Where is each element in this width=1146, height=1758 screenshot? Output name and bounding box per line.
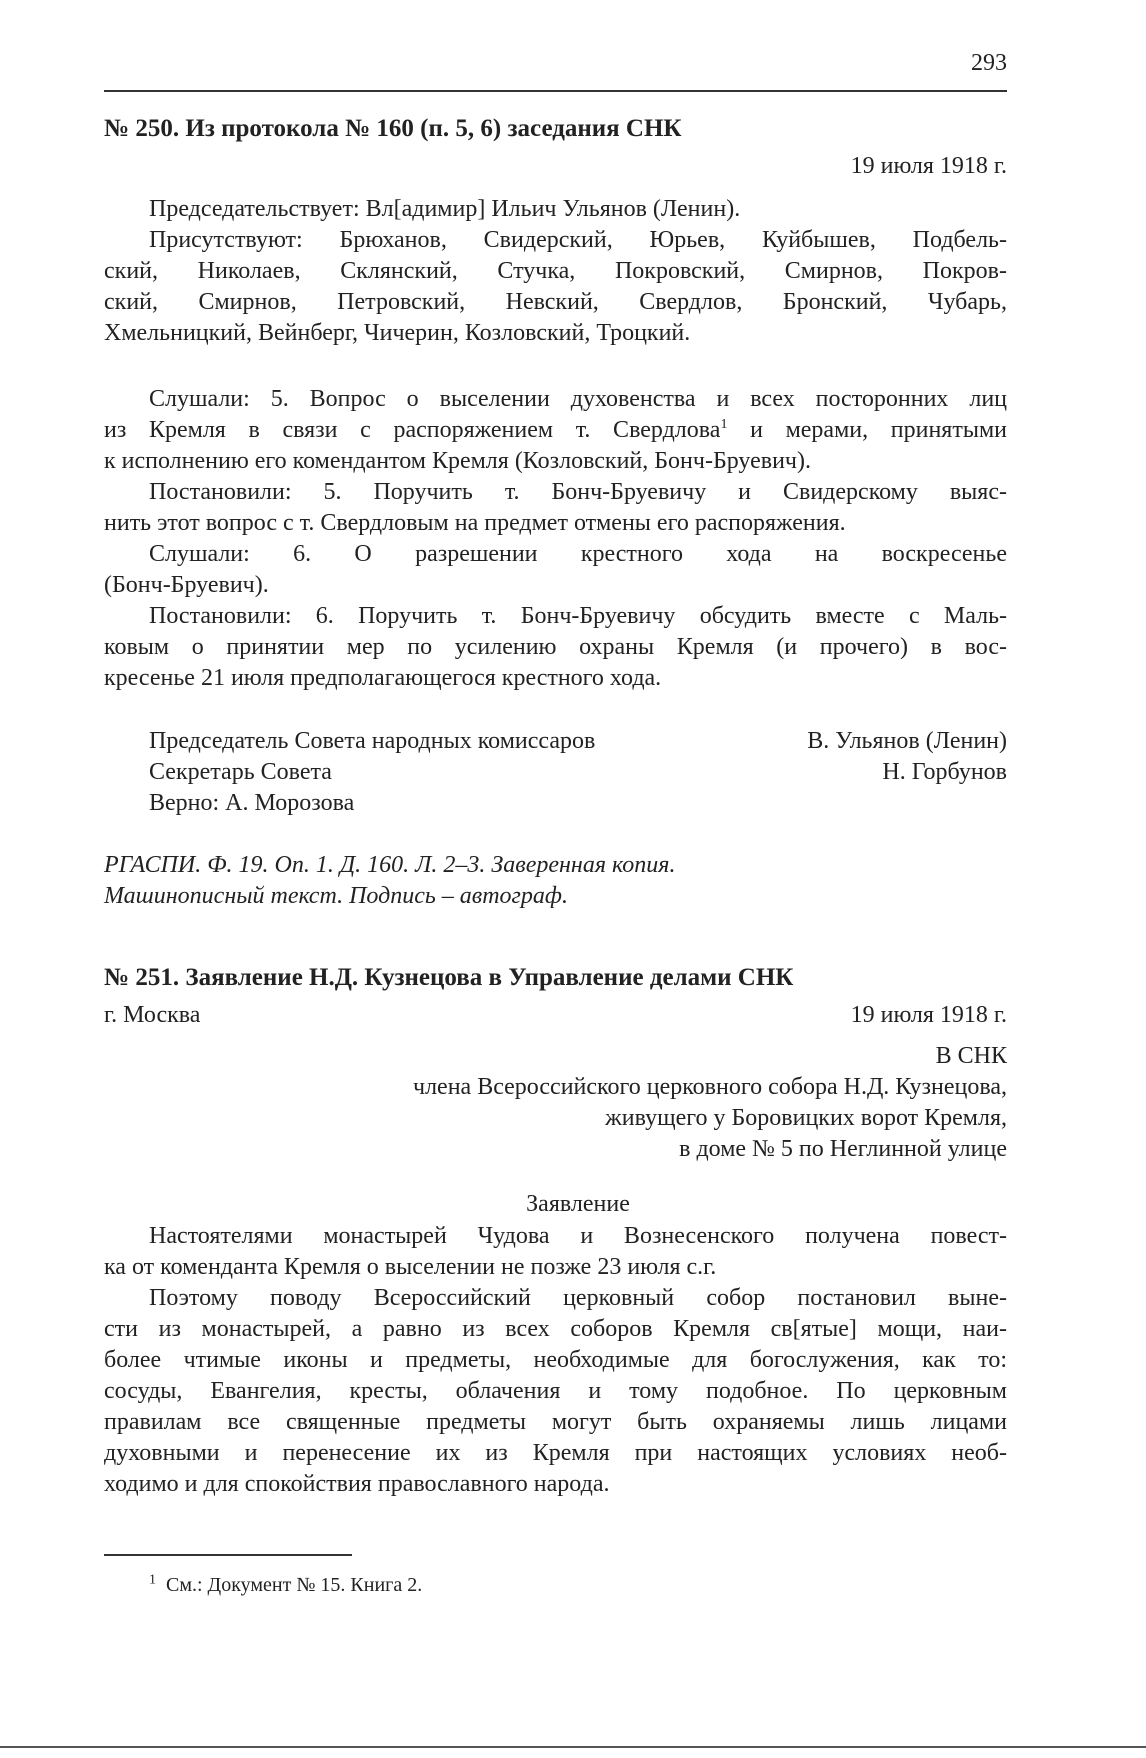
doc251-heading: Заявление bbox=[526, 1191, 630, 1217]
address-line: в доме № 5 по Неглинной улице bbox=[679, 1136, 1007, 1162]
text-line: Поэтому поводу Всероссийский церковный собор постановил выне- bbox=[149, 1285, 1007, 1311]
footnote bbox=[149, 1570, 422, 1601]
page-bottom-edge bbox=[0, 1746, 1146, 1748]
text-line: Постановили: 5. Поручить т. Бонч-Бруевичу и Свидерскому выяс- bbox=[149, 479, 1007, 505]
text-line: духовными и перенесение их из Кремля при настоящих условиях необ- bbox=[104, 1440, 1007, 1466]
text-line: Председательствует: Вл[адимир] Ильич Ульянов (Ленин). bbox=[149, 196, 741, 222]
doc250-signatures bbox=[104, 726, 1007, 819]
text-line: ский, Смирнов, Петровский, Невский, Свердлов, Бронский, Чубарь, bbox=[104, 289, 1007, 315]
doc251-place: г. Москва bbox=[104, 1002, 201, 1028]
doc250-body bbox=[104, 384, 1007, 694]
doc251-body bbox=[104, 1221, 1007, 1500]
text-line: ходимо и для спокойствия православного народа. bbox=[104, 1471, 610, 1497]
signature-row bbox=[104, 788, 1007, 819]
signature-name: В. Ульянов (Ленин) bbox=[807, 728, 1007, 754]
footnote-ref: 1 bbox=[720, 417, 728, 432]
text-line: нить этот вопрос с т. Свердловым на предмет отмены его распоряжения. bbox=[104, 510, 846, 536]
address-line: В СНК bbox=[935, 1043, 1007, 1069]
address-line: живущего у Боровицких ворот Кремля, bbox=[605, 1105, 1007, 1131]
text-line: Хмельницкий, Вейнберг, Чичерин, Козловский, Троцкий. bbox=[104, 320, 691, 346]
header-rule bbox=[104, 90, 1007, 92]
text-line: Присутствуют: Брюханов, Свидерский, Юрьев, Куйбышев, Подбель- bbox=[149, 227, 1007, 253]
doc251-place-date bbox=[104, 1000, 1007, 1031]
text-line: более чтимые иконы и предметы, необходимые для богослужения, как то: bbox=[104, 1347, 1007, 1373]
doc250-title: № 250. Из протокола № 160 (п. 5, 6) заседания СНК bbox=[104, 115, 682, 142]
doc251-address bbox=[104, 1041, 1007, 1165]
text-line: (Бонч-Бруевич). bbox=[104, 572, 269, 598]
text-line: Слушали: 6. О разрешении крестного хода на воскресенье bbox=[149, 541, 1007, 567]
text-line: Настоятелями монастырей Чудова и Вознесенского получена повест- bbox=[149, 1223, 1007, 1249]
footnote-rule bbox=[104, 1554, 352, 1556]
text-line: кресенье 21 июля предполагающегося крестного хода. bbox=[104, 665, 662, 691]
signature-role: Секретарь Совета bbox=[149, 759, 332, 785]
source-line: Машинописный текст. Подпись – автограф. bbox=[104, 883, 568, 909]
signature-role: Верно: А. Морозова bbox=[149, 790, 355, 816]
source-line: РГАСПИ. Ф. 19. Оп. 1. Д. 160. Л. 2–3. Заверенная копия. bbox=[104, 852, 676, 878]
text-line: ский, Николаев, Склянский, Стучка, Покровский, Смирнов, Покров- bbox=[104, 258, 1007, 284]
page-number: 293 bbox=[971, 50, 1007, 76]
text-line: правилам все священные предметы могут быть охраняемы лишь лицами bbox=[104, 1409, 1007, 1435]
text-line: сосуды, Евангелия, кресты, облачения и тому подобное. По церковным bbox=[104, 1378, 1007, 1404]
doc250-source bbox=[104, 850, 1007, 912]
text-line: Слушали: 5. Вопрос о выселении духовенства и всех посторонних лиц bbox=[149, 386, 1007, 412]
signature-row bbox=[104, 757, 1007, 788]
signature-role: Председатель Совета народных комиссаров bbox=[149, 728, 596, 754]
text-line: к исполнению его комендантом Кремля (Козловский, Бонч-Бруевич). bbox=[104, 448, 811, 474]
text-line: сти из монастырей, а равно из всех соборов Кремля св[ятые] мощи, наи- bbox=[104, 1316, 1007, 1342]
text-line: из Кремля в связи с распоряжением т. Свердлова$^1$ и мерами, принятыми bbox=[104, 417, 1007, 443]
text-line: ковым о принятии мер по усилению охраны Кремля (и прочего) в вос- bbox=[104, 634, 1007, 660]
doc251-date: 19 июля 1918 г. bbox=[850, 1002, 1007, 1028]
footnote-marker: 1 bbox=[149, 1572, 156, 1588]
text-line: ка от коменданта Кремля о выселении не позже 23 июля с.г. bbox=[104, 1254, 717, 1280]
doc250-intro bbox=[104, 194, 1007, 349]
doc251-title: № 251. Заявление Н.Д. Кузнецова в Управление делами СНК bbox=[104, 964, 794, 991]
address-line: члена Всероссийского церковного собора Н.Д. Кузнецова, bbox=[413, 1074, 1007, 1100]
signature-name: Н. Горбунов bbox=[882, 759, 1007, 785]
signature-row bbox=[104, 726, 1007, 757]
doc250-date: 19 июля 1918 г. bbox=[850, 153, 1007, 179]
text-line: Постановили: 6. Поручить т. Бонч-Бруевичу обсудить вместе с Маль- bbox=[149, 603, 1007, 629]
footnote-text: См.: Документ № 15. Книга 2. bbox=[166, 1574, 423, 1596]
